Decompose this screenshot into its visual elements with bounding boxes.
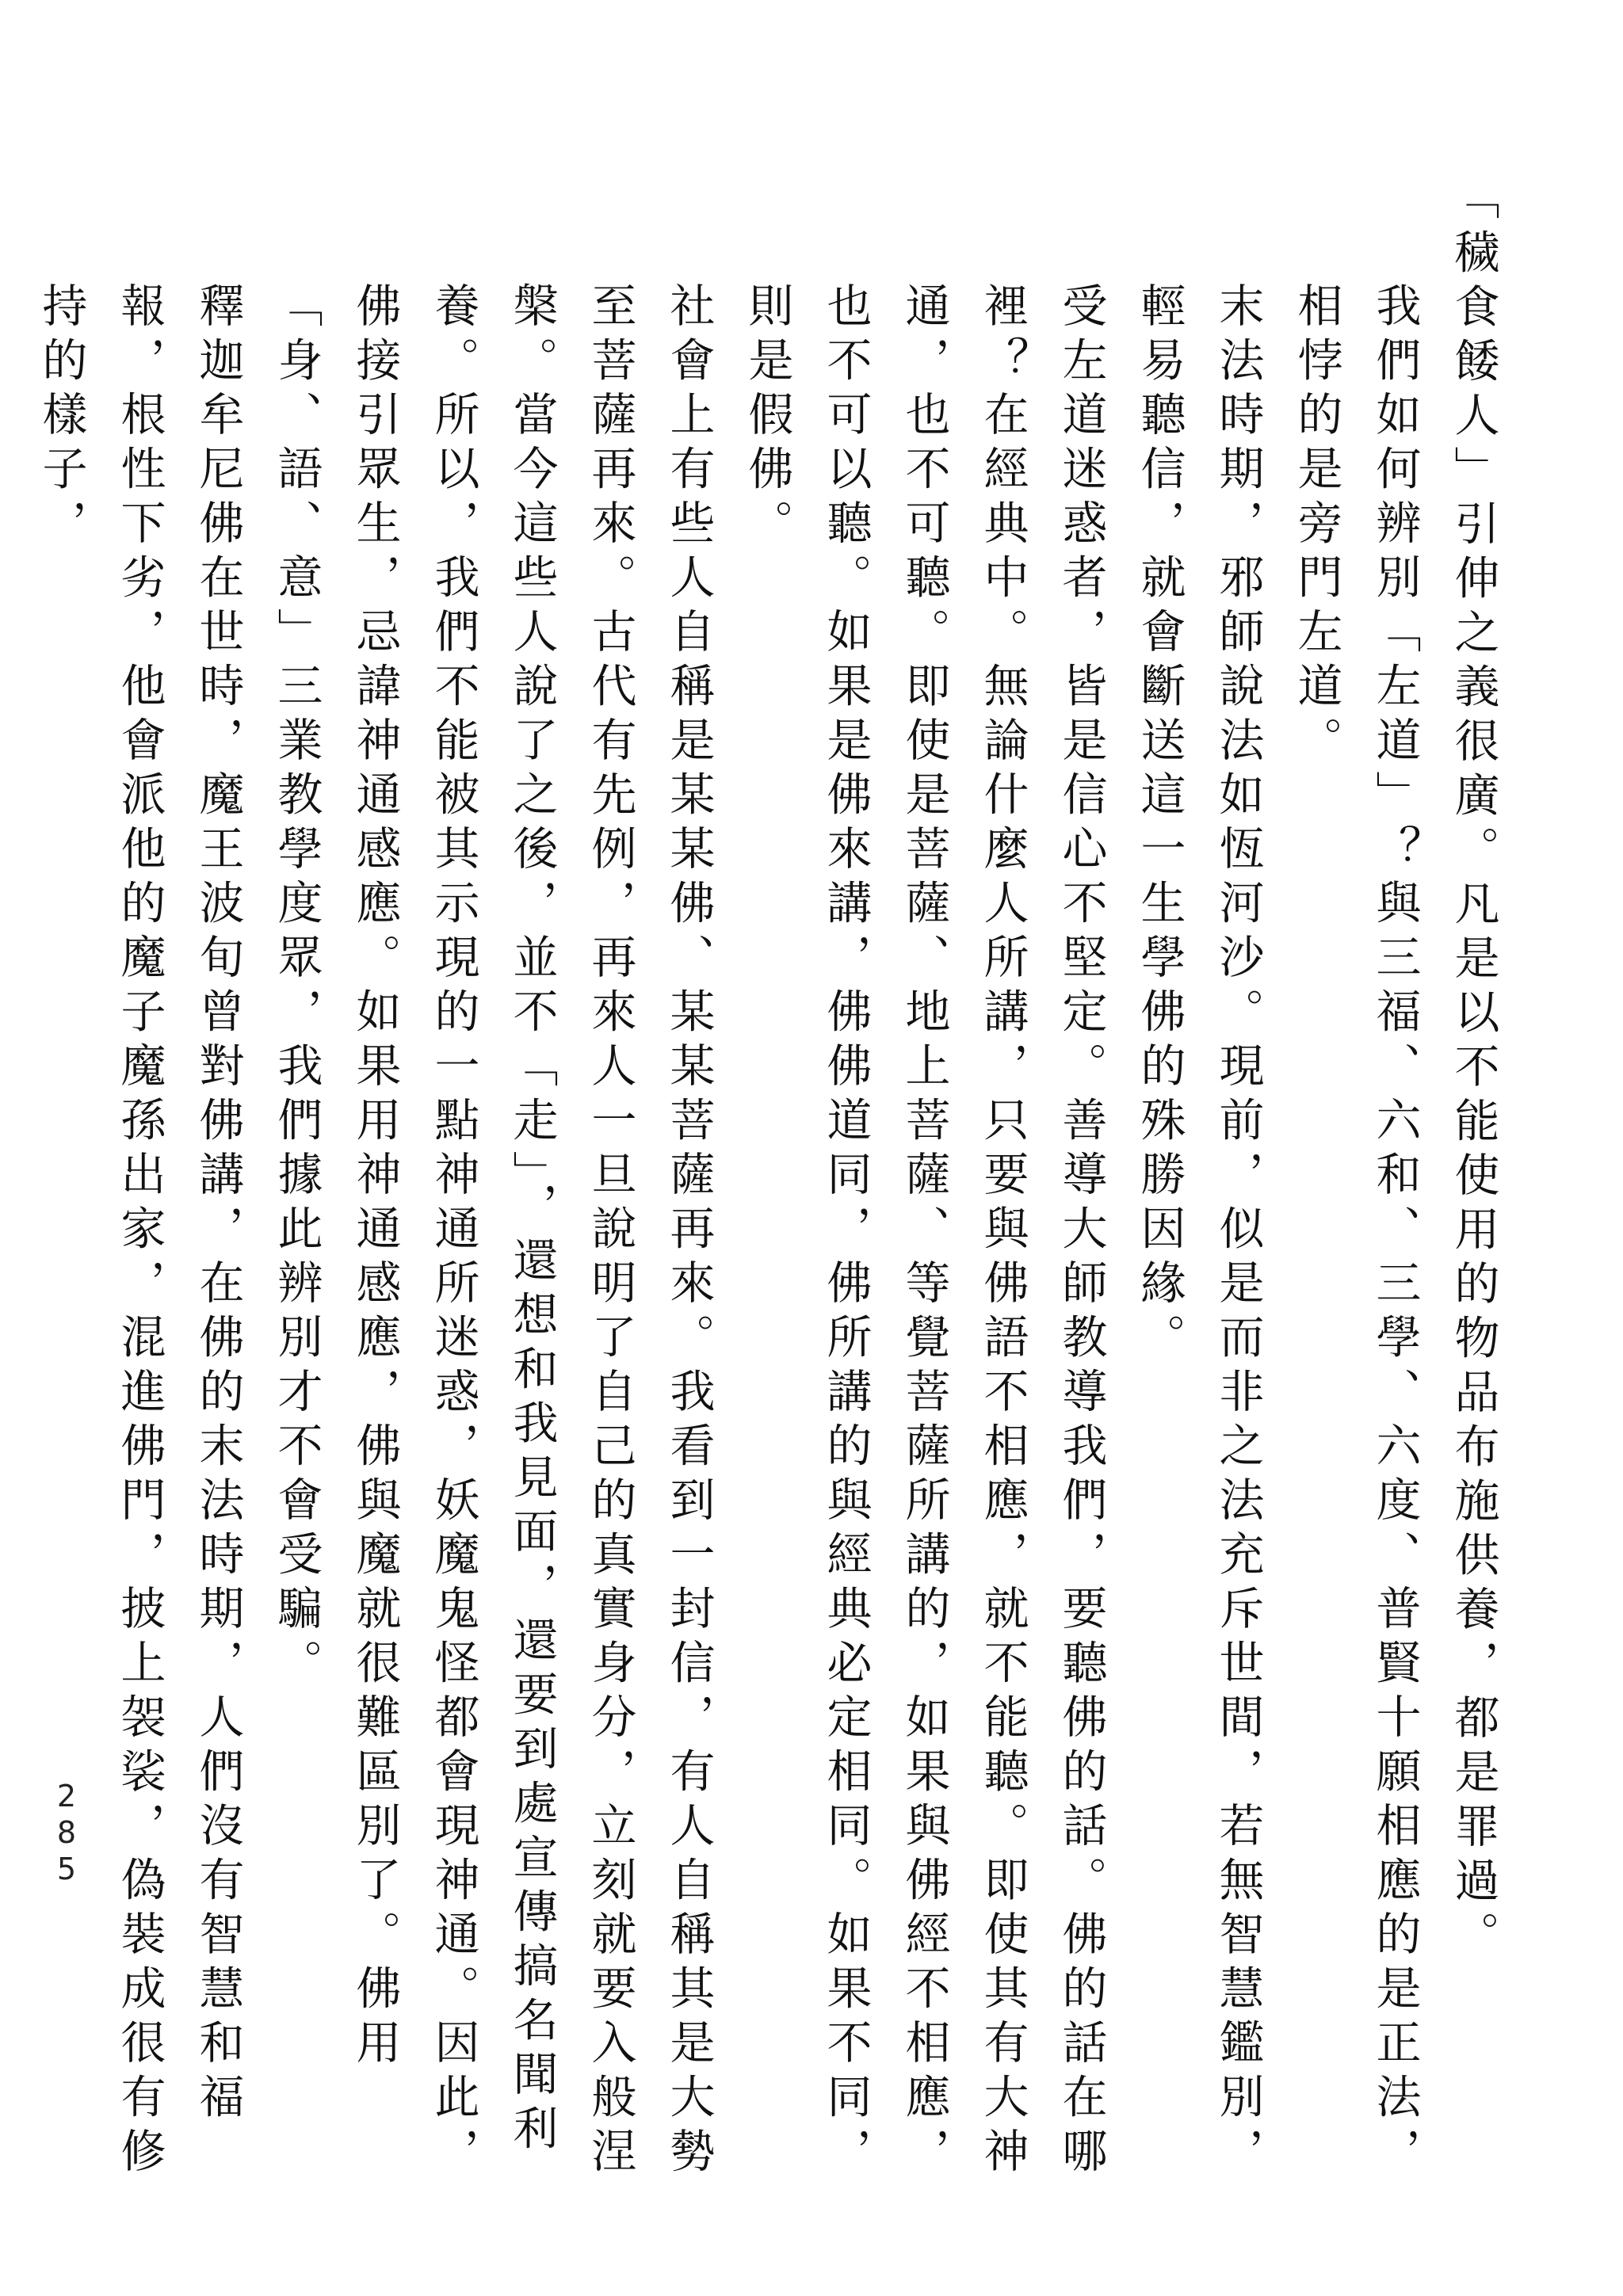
vertical-text-body [21,174,1512,2203]
paragraph-6: 釋迦牟尼佛在世時，魔王波旬曾對佛講，在佛的末法時期，人們沒有智慧和福報，根性下劣，他會派他的魔子魔孫出家，混進佛門，披上袈裟，偽裝成很有修持的樣子， [35,282,244,2182]
paragraph-1: 「穢食餧人」引伸之義很廣。凡是以不能使用的物品布施供養，都是罪過。 [1447,174,1499,1966]
page-number: 285 [49,1779,84,1888]
paragraph-4: 受左道迷惑者，皆是信心不堅定。善導大師教導我們，要聽佛的話。佛的話在哪裡？在經典中。無論什麼人所講，只要與佛語不相應，就不能聽。即使其有大神通，也不可聽。即使是菩薩、地上菩薩、等覺菩薩所講的，如果與佛經不相應，也不可以聽。如果是佛來講，佛佛道同，佛所講的與經典必定相同。如果不同，則是假佛。 [741,282,1107,2182]
paragraph-3: 末法時期，邪師說法如恆河沙。現前，似是而非之法充斥世間，若無智慧鑑別，輕易聽信，就會斷送這一生學佛的殊勝因緣。 [1133,282,1264,2182]
paragraph-2: 我們如何辨別「左道」？與三福、六和、三學、六度、普賢十願相應的是正法，相悖的是旁門左道。 [1290,282,1421,2182]
paragraph-5: 社會上有些人自稱是某某佛、某某菩薩再來。我看到一封信，有人自稱其是大勢至菩薩再來。古代有先例，再來人一旦說明了自己的真實身分，立刻就要入般涅槃。當今這些人說了之後，並不「走」，還想和我見面，還要到處宣傳搞名聞利養。所以，我們不能被其示現的一點神通所迷惑，妖魔鬼怪都會現神通。因此，佛接引眾生，忌諱神通感應。如果用神通感應，佛與魔就很難區別了。佛用「身、語、意」三業教學度眾，我們據此辨別才不會受騙。 [270,282,715,2182]
